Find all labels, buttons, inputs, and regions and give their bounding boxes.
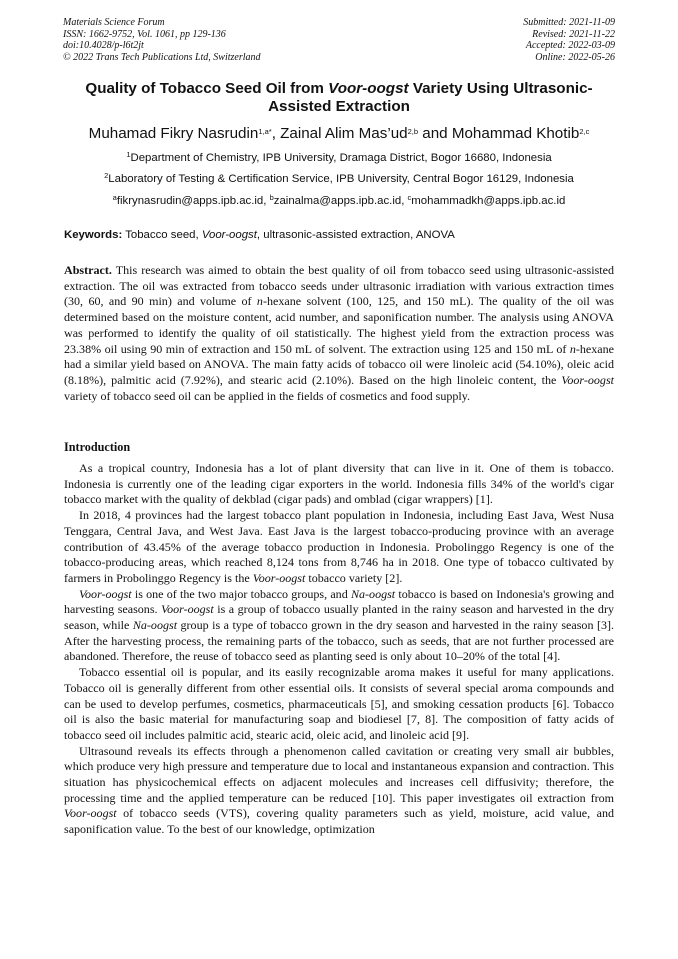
author-3: Mohammad Khotib [451, 125, 580, 142]
journal-doi[interactable]: doi:10.4028/p-l6t2jt [63, 40, 144, 52]
author-list: Muhamad Fikry Nasrudin$^{1,a*}$, Zainal Alim Mas’ud$^{2,b}$ and Mohammad Khotib$^{2,c}$ [88, 125, 590, 142]
introduction-body [64, 461, 614, 838]
journal-issn: ISSN: 1662-9752, Vol. 1061, pp 129-136 [63, 28, 226, 40]
affiliation-2: $^2$Laboratory of Testing & Certification Service, IPB University, Central Bogor 16129, Indonesia [104, 171, 574, 185]
keywords-label: Keywords: [64, 229, 123, 241]
intro-paragraph-5: Ultrasound reveals its effects through a phenomenon called cavitation or creating very small air bubbles, which produce very high pressure and temperature due to local and instantaneous expansion and contraction. This situation has physicochemical effects on adjacent molecules and increases cell diffusivity; therefore, the processing time and the applied temperature can be reduced [10]. This paper investigates oil extraction from Voor-oogst of tobacco seeds (VTS), covering quality parameters such as yield, moisture, acid value, and saponification value. To the best of our knowledge, optimization [64, 743, 614, 837]
journal-info [63, 17, 261, 63]
email-b[interactable]: zainalma@apps.ipb.ac.id, [273, 195, 408, 207]
submission-dates [523, 17, 615, 63]
affiliation-1: $^1$Department of Chemistry, IPB University, Dramaga District, Bogor 16680, Indonesia [126, 150, 552, 164]
section-heading-introduction: Introduction [64, 440, 131, 454]
intro-paragraph-2: In 2018, 4 provinces had the largest tobacco plant population in Indonesia, including East Java, West Nusa Tenggara, Central Java, and West Java. East Java is the largest tobacco-producing province with an average contribution of 43.45% of the average tobacco production in Indonesia. Probolinggo Regency is one of the tobacco-producing areas, which reached 8,124 tons from 8,746 ha in 2018. One type of tobacco cultivated by farmers in Probolinggo Regency is the Voor-oogst tobacco variety [2]. [64, 508, 614, 585]
journal-name: Materials Science Forum [63, 17, 165, 28]
author-1: Muhamad Fikry Nasrudin [88, 125, 259, 142]
intro-paragraph-1: As a tropical country, Indonesia has a lot of plant diversity that can live in it. One of them is tobacco. Indonesia is currently one of the leading cigar exporters in the world. Indonesia fills 34% of the world's cigar tobacco market with the quality of dekblad (cigar pads) and omblad (cigar wrappers) [1]. [64, 461, 614, 507]
keywords: Keywords: Tobacco seed, Voor-oogst, ultrasonic-assisted extraction, ANOVA [64, 229, 455, 241]
intro-paragraph-3: Voor-oogst is one of the two major tobacco groups, and Na-oogst tobacco is based on Indonesia's growing and harvesting seasons. Voor-oogst is a group of tobacco usually planted in the rainy season and harvested in the dry season, while Na-oogst group is a type of tobacco grown in the dry season and harvested in the rainy season [3]. After the harvesting process, the remaining parts of the tobacco, such as seeds, that are not further processed are abandoned. Therefore, the reuse of tobacco seed as planting seed is only about 10–20% of the total [4]. [64, 586, 615, 664]
date-submitted: Submitted: 2021-11-09 [523, 17, 615, 28]
paper-title: Quality of Tobacco Seed Oil from Voor-oogst Variety Using Ultrasonic-Assisted Extraction [85, 80, 593, 115]
abstract: Abstract. This research was aimed to obtain the best quality of oil from tobacco seed using ultrasonic-assisted extraction. The oil was extracted from tobacco seeds under ultrasonic irradiation with various extraction times (30, 60, and 90 min) and volume of n-hexane solvent (100, 125, and 150 mL). The quality of the oil was determined based on the moisture content, acid number, and saponification number. The analysis using ANOVA was performed to identify the quality of oil statistically. The highest yield from the extraction process was 23.38% oil using 90 min of extraction and 150 mL of solvent. The extraction using 125 and 150 mL of n-hexane had a similar yield based on ANOVA. The main fatty acids of tobacco oil were linoleic acid (54.10%), oleic acid (8.18%), palmitic acid (7.92%), and stearic acid (2.10%). Based on the high linoleic content, the Voor-oogst variety of tobacco seed oil can be applied in the fields of cosmetics and food supply. [64, 263, 614, 403]
date-online: Online: 2022-05-26 [535, 51, 615, 63]
email-a[interactable]: fikrynasrudin@apps.ipb.ac.id, [116, 195, 270, 207]
date-revised: Revised: 2021-11-22 [532, 28, 615, 40]
journal-copyright: © 2022 Trans Tech Publications Ltd, Switzerland [63, 51, 261, 63]
date-accepted: Accepted: 2022-03-09 [525, 40, 615, 52]
intro-paragraph-4: Tobacco essential oil is popular, and its easily recognizable aroma makes it useful for many applications. Tobacco oil is generally different from other essential oils. It consists of several special aroma compounds and can be used to develop perfumes, cosmetics, pharmaceuticals [5], and smoking cessation products [6]. Tobacco oil is also the basic material for manufacturing soap and biodiesel [7, 8]. The composition of fatty acids of tobacco seed oil includes palmitic acid, stearic acid, oleic acid, and linoleic acid [9]. [64, 665, 614, 742]
author-emails: $^a$fikrynasrudin@apps.ipb.ac.id, $^b$zainalma@apps.ipb.ac.id, $^c$mohammadkh@apps.ipb.ac.id [112, 193, 566, 207]
author-2: Zainal Alim Mas’ud [280, 125, 408, 142]
email-c[interactable]: mohammadkh@apps.ipb.ac.id [411, 195, 566, 207]
abstract-label: Abstract. [64, 263, 112, 277]
